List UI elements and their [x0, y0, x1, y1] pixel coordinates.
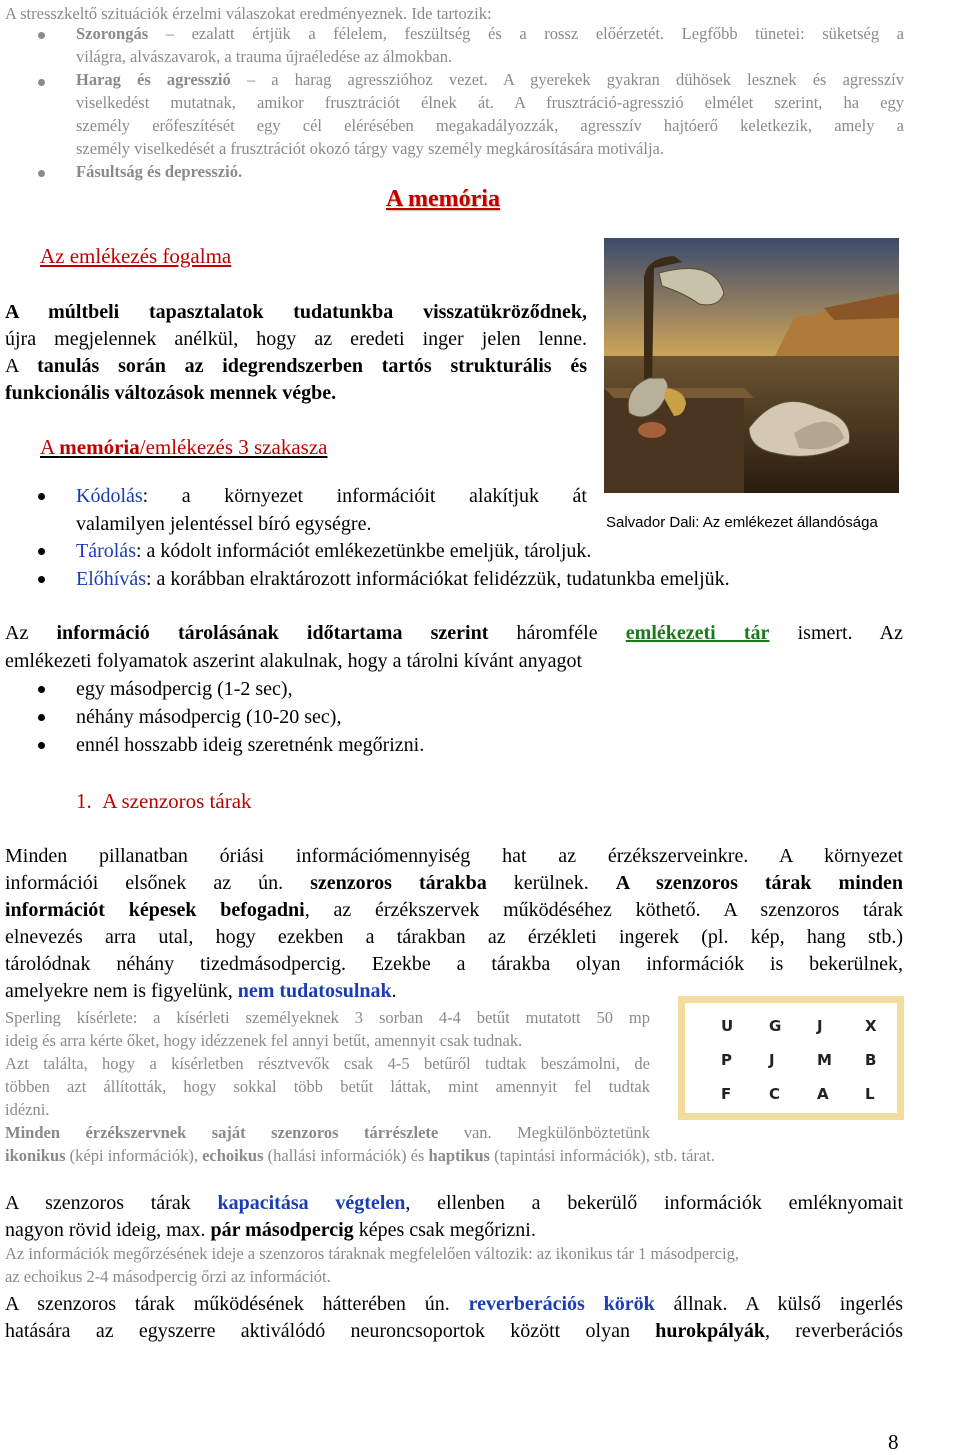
sensory-p1-l4: elnevezés arra utal, hogy ezekben a tárakban az érzékleti ingerek (pl. kép, hang stb.) [5, 926, 903, 948]
stage-storage: Tárolás: a kódolt információt emlékezetünkbe emeljük, tároljuk. [76, 540, 592, 562]
bullet-dot [38, 686, 45, 693]
capacity-l2: nagyon rövid ideig, max. pár másodpercig képes csak megőrizni. [5, 1219, 536, 1241]
sperling-l3: Azt találta, hogy a kísérletben résztvevők csak 4-5 betűről tudtak beszámolni, de [5, 1054, 650, 1073]
sperling-l7: ikonikus (képi információk), echoikus (hallási információk) és haptikus (tapintási információk), stb. tárat. [5, 1146, 715, 1165]
sperling-l5: idézni. [5, 1100, 50, 1119]
sperling-l2: ideig és arra kérte őket, hogy idézzenek fel annyi betűt, amennyit csak tudnak. [5, 1031, 523, 1050]
painting-caption: Salvador Dali: Az emlékezet állandósága [606, 514, 878, 531]
sperling-l4: többen azt állították, hogy sokkal több betűt láttak, mint amennyit fel tudtak [5, 1077, 650, 1096]
duration-item-3: ennél hosszabb ideig szeretnénk megőrizni. [76, 734, 425, 756]
stage-encoding: Kódolás: a környezet információit alakítjuk át [76, 485, 587, 507]
stress-item-anger-l3: személy erőfeszítését egy cél elérésében megakadályozzák, agresszív hajtóerő keletkezik, amely a [76, 116, 904, 135]
bullet-dot [38, 79, 45, 86]
section-heading-stages: A memória/emlékezés 3 szakasza [40, 435, 328, 459]
painting-svg [604, 238, 899, 493]
stage-retrieval: Előhívás: a korábban elraktározott információkat felidézzük, tudatunkba emeljük. [76, 568, 730, 590]
letter-cell: L [865, 1085, 875, 1103]
letter-cell: U [721, 1017, 734, 1035]
page-number: 8 [888, 1430, 899, 1454]
letter-cell: J [817, 1017, 823, 1035]
capacity-l1: A szenzoros tárak kapacitása végtelen, ellenben a bekerülő információk emléknyomait [5, 1192, 904, 1214]
storage-duration-line1: Az információ tárolásának időtartama szerint háromféle emlékezeti tár ismert. Az [5, 622, 903, 644]
definition-text: A múltbeli tapasztalatok tudatunkba visszatükröződnek, újra megjelennek anélkül, hogy az eredeti inger jelen lenne. A tanulás során az idegrendszerben tartós strukturális és funkcionális változások mennek végbe. [5, 301, 587, 404]
letter-cell: M [817, 1051, 832, 1069]
section-heading-concept: Az emlékezés fogalma [40, 244, 232, 268]
page-title: A memória [386, 186, 500, 212]
bullet-dot [38, 493, 45, 500]
retention-l1: Az információk megőrzésének ideje a szenzoros táraknak megfelelően változik: az ikonikus tár 1 másodpercig, [5, 1244, 739, 1263]
stage-encoding-cont: valamilyen jelentéssel bíró egységre. [76, 513, 372, 535]
storage-duration-line2: emlékezeti folyamatok aszerint alakulnak, hogy a tárolni kívánt anyagot [5, 650, 583, 672]
bullet-dot [38, 548, 45, 555]
sperling-letter-grid [678, 996, 904, 1120]
letter-cell: C [769, 1085, 781, 1103]
bullet-dot [38, 742, 45, 749]
sensory-p1-l1: Minden pillanatban óriási információmennyiség hat az érzékszerveinkre. A környezet [5, 845, 903, 867]
sperling-l6: Minden érzékszervnek saját szenzoros tárrészlete van. Megkülönböztetünk [5, 1123, 650, 1142]
dali-painting-image [604, 238, 899, 493]
stress-intro: A stresszkeltő szituációk érzelmi válaszokat eredményeznek. Ide tartozik: [5, 4, 492, 23]
letter-cell: F [721, 1085, 732, 1103]
reverb-l2: hatására az egyszerre aktiválódó neuroncsoportok között olyan hurokpályák, reverberációs [5, 1320, 903, 1342]
sensory-p1-l5: tárolódnak néhány tizedmásodpercig. Ezekbe a tárakba olyan információk is bekerülnek, [5, 953, 903, 975]
sensory-p1-l2: információi elsőnek az ún. szenzoros tárakba kerülnek. A szenzoros tárak minden [5, 872, 903, 894]
sensory-p1-l6: amelyekre nem is figyelünk, nem tudatosulnak. [5, 980, 397, 1002]
duration-item-2: néhány másodpercig (10-20 sec), [76, 706, 342, 728]
bullet-dot [38, 170, 45, 177]
letter-cell: G [769, 1017, 782, 1035]
retention-l2: az echoikus 2-4 másodpercig őrzi az információt. [5, 1267, 331, 1286]
stress-item-anger: Harag és agresszió – a harag agresszióhoz vezet. A gyerekek gyakran dühösek lesznek és agresszív [76, 70, 904, 89]
bullet-dot [38, 714, 45, 721]
letter-grid-inner [685, 1003, 897, 1113]
sensory-p1-l3: információt képesek befogadni, az érzékszervek működéséhez köthető. A szenzoros tárak [5, 899, 903, 921]
stress-item-anxiety: Szorongás – ezalatt értjük a félelem, feszültség és a rossz előérzetét. Legfőbb tünetei: süketség a [76, 24, 905, 43]
reverb-l1: A szenzoros tárak működésének hátterében ún. reverberációs körök állnak. A külső ingerlés [5, 1293, 903, 1315]
stress-item-anger-l2: viselkedést mutatnak, amikor frusztrációt élnek át. A frusztráció-agresszió elmélet szerint, ha egy [76, 93, 904, 112]
sperling-l1: Sperling kísérlete: a kísérleti személyeknek 3 sorban 4-4 betűt mutatott 50 mp [5, 1008, 650, 1027]
stress-item-anger-l4: személy viselkedését a frusztrációt okozó tárgy vagy személy megkárosítására motiválja. [76, 139, 664, 158]
letter-cell: P [721, 1051, 732, 1069]
bullet-dot [38, 576, 45, 583]
section-heading-sensory: 1. A szenzoros tárak [76, 789, 252, 813]
letter-cell: A [817, 1085, 829, 1103]
letter-cell: X [865, 1017, 877, 1035]
duration-item-1: egy másodpercig (1-2 sec), [76, 678, 293, 700]
bullet-dot [38, 32, 45, 39]
letter-cell: B [865, 1051, 877, 1069]
letter-cell: J [769, 1051, 775, 1069]
stress-item-depression: Fásultság és depresszió. [76, 162, 243, 181]
stress-item-anxiety-cont: világra, alvászavarok, a trauma újraéledése az álmokban. [76, 47, 453, 66]
